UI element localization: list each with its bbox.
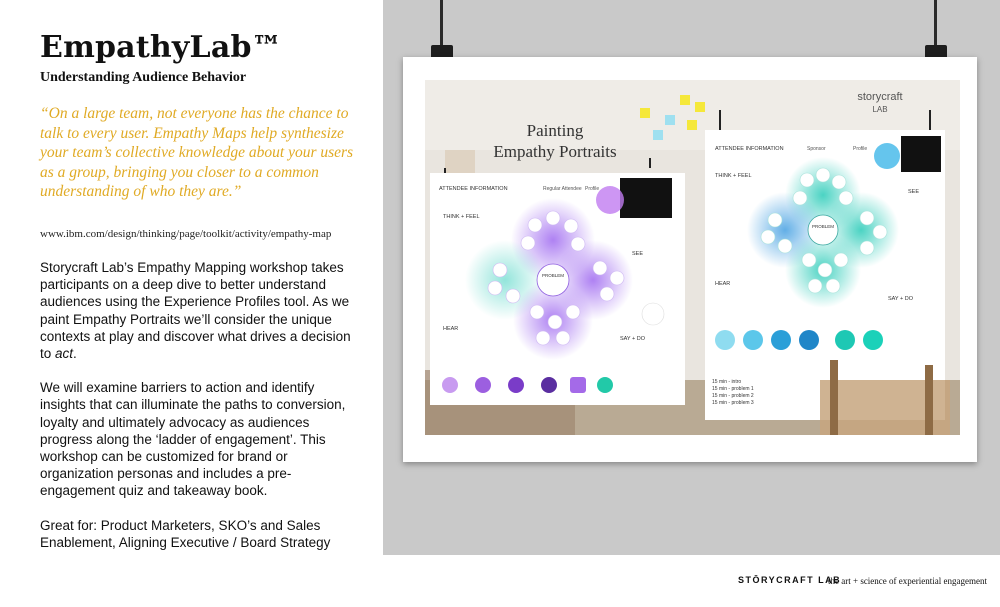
footer-tagline: the art + science of experiential engagement: [828, 576, 987, 586]
workshop-photo: [425, 80, 960, 435]
sticky-note: [687, 120, 697, 130]
svg-text:Regular Attendee: Regular Attendee: [543, 186, 582, 192]
sticky-note: [640, 108, 650, 118]
description: [40, 259, 362, 568]
photo-heading-1: Painting: [526, 121, 584, 140]
page-subtitle: Understanding Audience Behavior: [40, 70, 247, 85]
paragraph-2: We will examine barriers to action and identify insights that can illuminate the paths to conversion, loyalty and ultimately advocacy as audiences progress along the ‘ladder of engagement’. This workshop can be customized for brand or organization personas and includes a pre-engagement quiz and takeaway book.: [40, 380, 346, 499]
svg-text:PROBLEM: PROBLEM: [811, 224, 835, 229]
svg-text:15 min - problem 3: 15 min - problem 3: [712, 400, 754, 406]
svg-text:SAY + DO: SAY + DO: [620, 336, 646, 342]
pull-quote: “On a large team, not everyone has the chance to talk to every user. Empathy Maps help synthesize your team’s collective knowledge about your users as a group, bringing you closer to a common understanding of who they are.”: [40, 105, 354, 200]
footer-brand: STŌRYCRAFT LAB: [738, 575, 842, 585]
sticky-note: [680, 95, 690, 105]
svg-text:HEAR: HEAR: [715, 281, 731, 287]
svg-text:Profile: Profile: [853, 146, 868, 152]
paragraph-3: Great for: Product Marketers, SKO’s and Sales Enablement, Aligning Executive / Board Strategy: [40, 517, 331, 550]
svg-text:SAY + DO: SAY + DO: [888, 296, 914, 302]
left-empathy-poster: [430, 158, 685, 405]
sticky-note: [695, 102, 705, 112]
svg-text:Profile: Profile: [585, 186, 600, 192]
svg-text:SEE: SEE: [632, 251, 644, 257]
svg-text:Sponsor: Sponsor: [807, 146, 826, 152]
svg-text:15 min - intro: 15 min - intro: [712, 379, 742, 385]
svg-text:THINK + FEEL: THINK + FEEL: [715, 173, 752, 179]
emphasis-act: act: [55, 346, 74, 362]
sticky-note: [665, 115, 675, 125]
svg-text:HEAR: HEAR: [443, 326, 459, 332]
svg-text:15 min - problem 1: 15 min - problem 1: [712, 386, 754, 392]
photo-logo-2: LAB: [872, 105, 888, 114]
photo-logo-1: storycraft: [857, 91, 903, 103]
info-panel: [0, 0, 383, 607]
svg-text:ATTENDEE INFORMATION: ATTENDEE INFORMATION: [715, 146, 784, 152]
svg-text:ATTENDEE INFORMATION: ATTENDEE INFORMATION: [439, 186, 508, 192]
source-url: www.ibm.com/design/thinking/page/toolkit/activity/empathy-map: [40, 228, 332, 240]
svg-text:PROBLEM: PROBLEM: [541, 273, 565, 278]
right-empathy-poster: [705, 110, 945, 420]
svg-text:THINK + FEEL: THINK + FEEL: [443, 214, 480, 220]
page-title: EmpathyLab™: [40, 30, 282, 65]
svg-text:SEE: SEE: [908, 189, 920, 195]
svg-text:15 min - problem 2: 15 min - problem 2: [712, 393, 754, 399]
photo-heading-2: Empathy Portraits: [493, 142, 617, 161]
sticky-note: [653, 130, 663, 140]
paragraph-1: Storycraft Lab’s Empathy Mapping workshop takes participants on a deep dive to better understand audiences using the Experience Profiles tool. As we paint Empathy Portraits we’ll consider the unique contexts at play and discover what drives a decision to act.: [40, 260, 351, 362]
